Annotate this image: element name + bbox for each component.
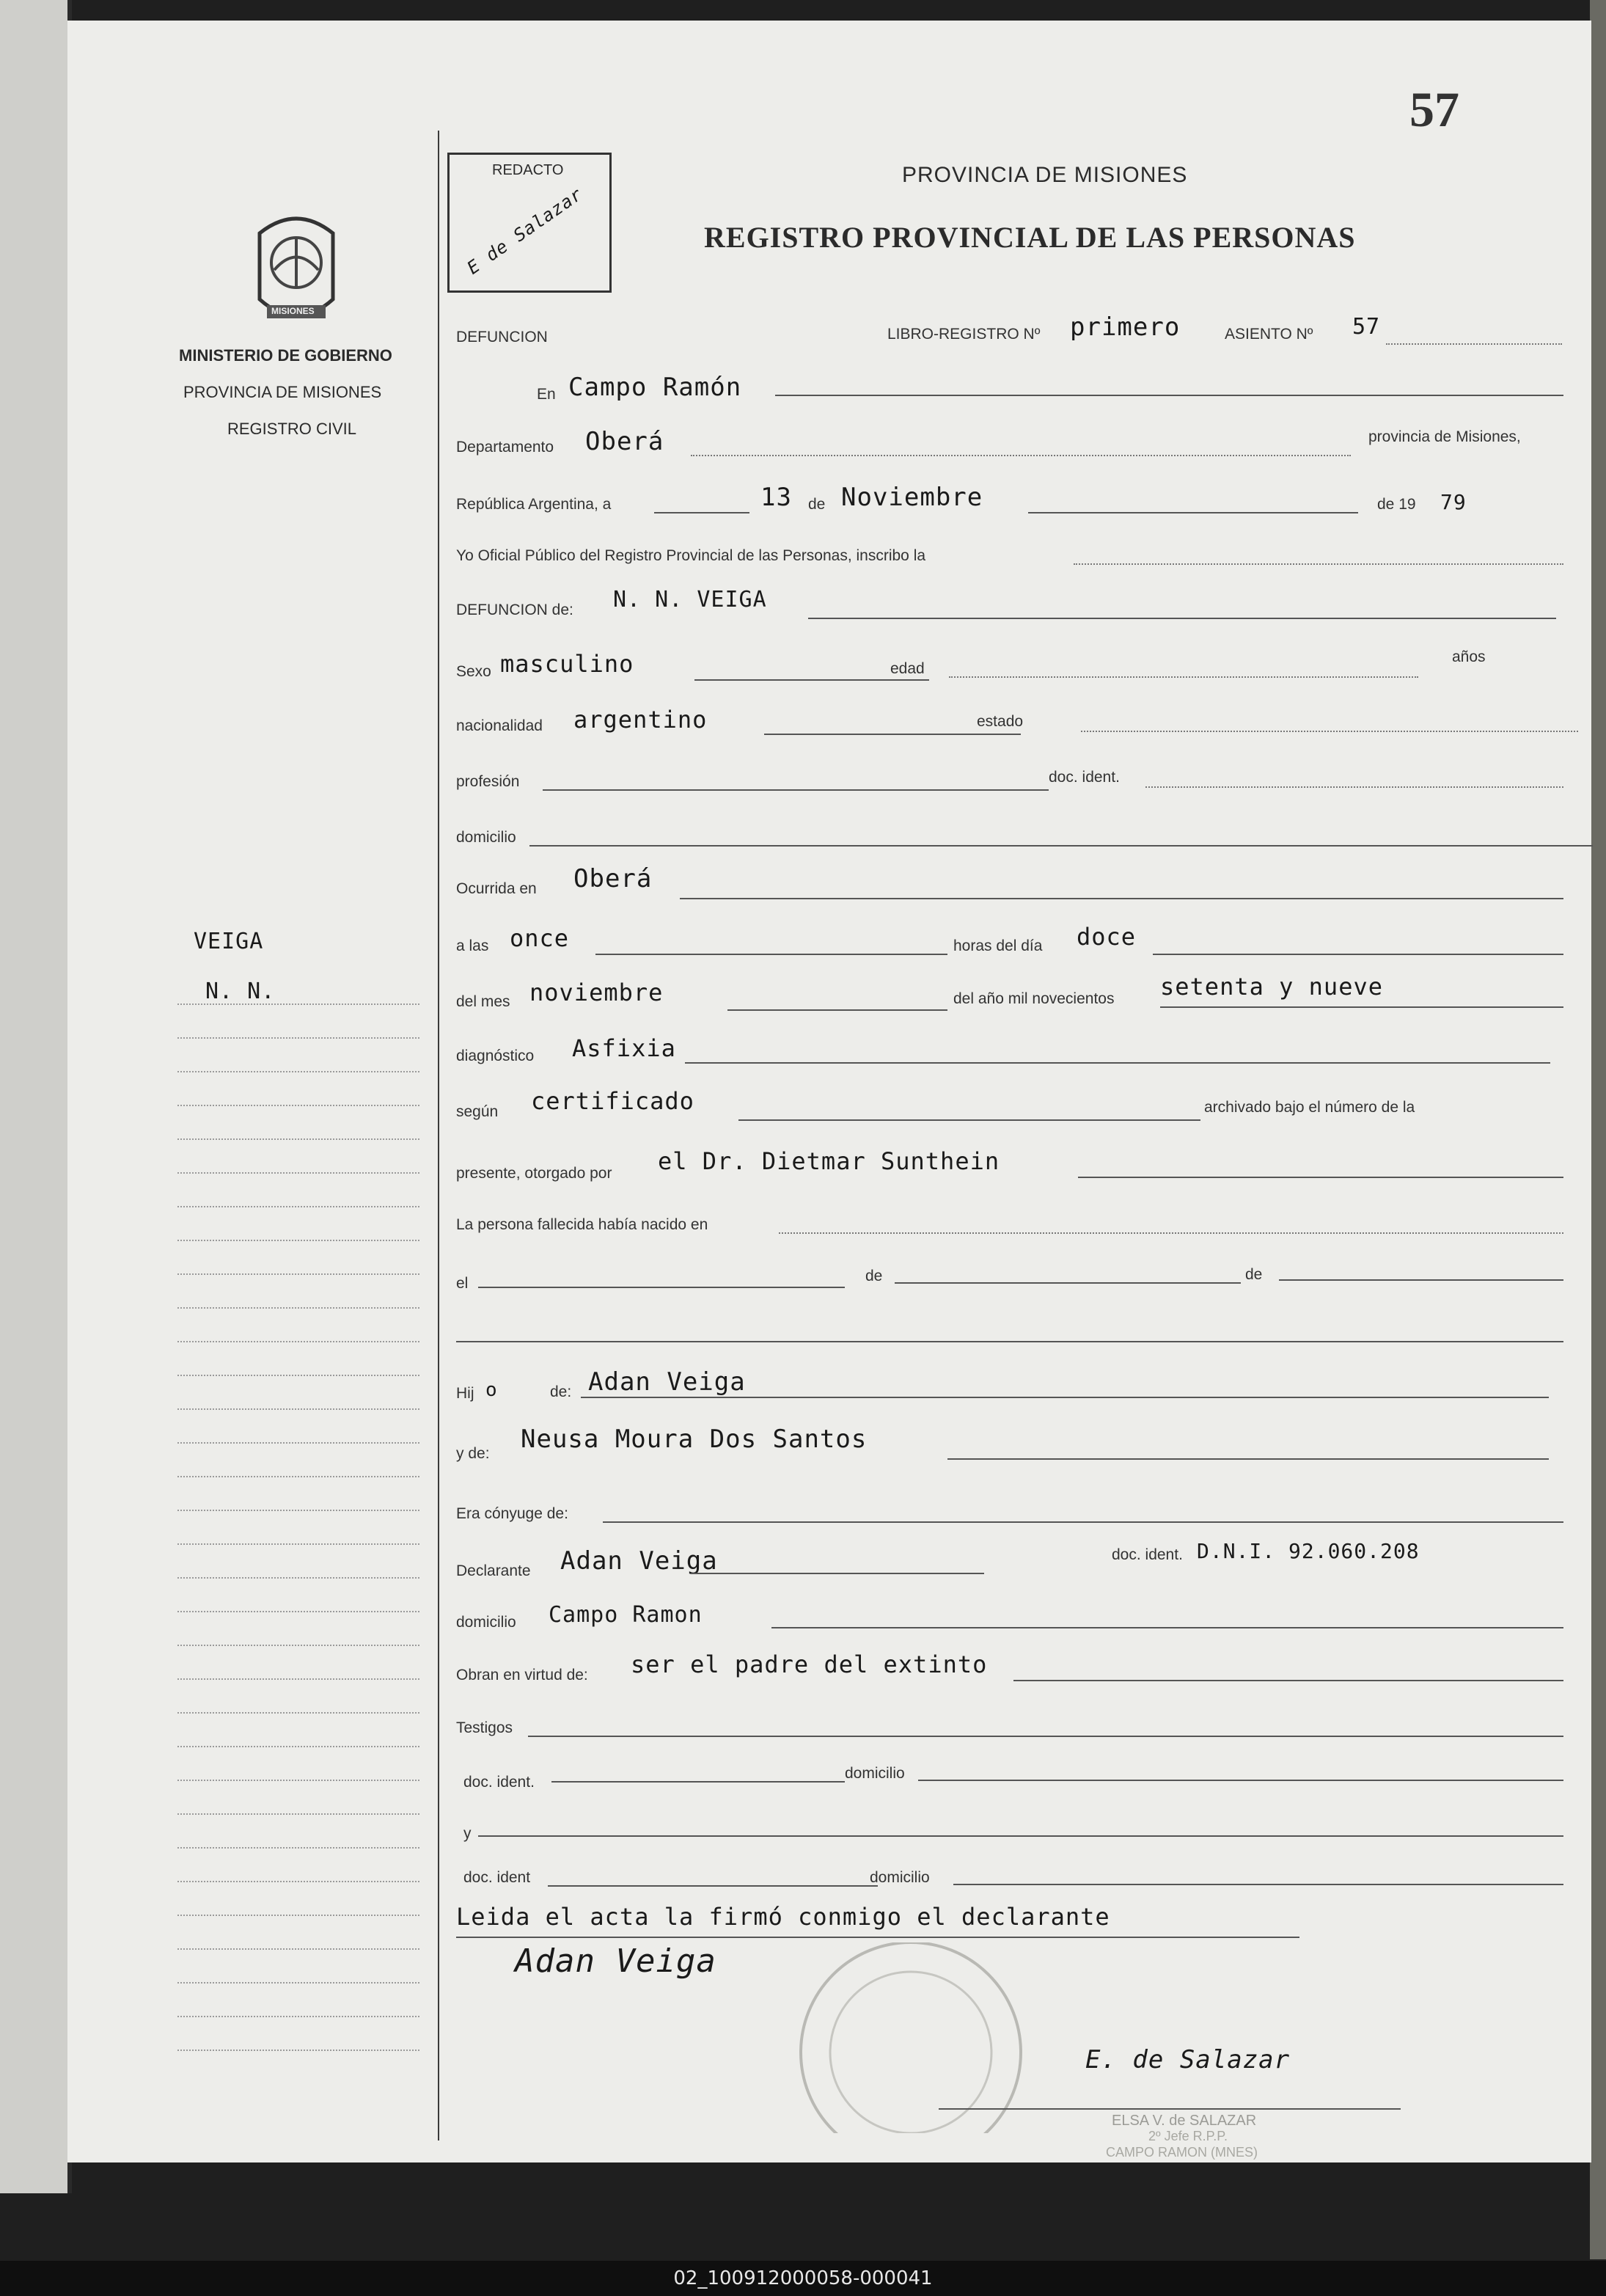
domicilio4-line	[953, 1884, 1563, 1885]
nacido-line	[779, 1232, 1563, 1234]
nacido-label: La persona fallecida había nacido en	[456, 1216, 708, 1233]
ledger-line	[177, 1138, 419, 1140]
hijo-suffix: o	[485, 1379, 498, 1401]
doc-ident2-label: doc. ident.	[1112, 1546, 1183, 1563]
official-signature: E. de Salazar	[1085, 2045, 1291, 2074]
provincia-label: provincia de Misiones,	[1368, 428, 1521, 445]
ledger-line	[177, 1780, 419, 1781]
ledger-line	[177, 1948, 419, 1950]
doc-ident3-label: doc. ident.	[463, 1774, 535, 1791]
republica-label: República Argentina, a	[456, 496, 612, 513]
bottom-stamp-role: 2º Jefe R.P.P.	[1148, 2129, 1228, 2143]
obran-label: Obran en virtud de:	[456, 1667, 588, 1683]
departamento-line	[691, 455, 1351, 456]
edad-label: edad	[890, 660, 925, 677]
libro-value: primero	[1070, 312, 1181, 342]
segun-value: certificado	[531, 1087, 694, 1115]
ledger-line	[177, 1273, 419, 1275]
year-value: 79	[1440, 490, 1467, 514]
doc-ident3-line	[551, 1781, 845, 1783]
mes-value: noviembre	[529, 979, 664, 1006]
ledger-line	[177, 1003, 419, 1005]
segun-label: según	[456, 1103, 499, 1120]
ministry-civil: REGISTRO CIVIL	[227, 420, 357, 438]
estado-line	[1081, 731, 1578, 732]
ledger-line	[177, 1847, 419, 1849]
bottom-stamp-name: ELSA V. de SALAZAR	[1112, 2113, 1257, 2129]
padre-line	[581, 1397, 1549, 1398]
image-caption: 02_100912000058-000041	[0, 2261, 1606, 2296]
ledger-line	[177, 1577, 419, 1579]
declarant-signature: Adan Veiga	[515, 1942, 716, 1980]
hora-value: once	[510, 924, 570, 952]
ledger-line	[177, 1746, 419, 1747]
estado-label: estado	[977, 713, 1024, 730]
dni-value: D.N.I. 92.060.208	[1197, 1539, 1420, 1563]
mes-line	[727, 1009, 947, 1011]
el-label: el	[456, 1275, 469, 1292]
nacionalidad-value: argentino	[573, 706, 708, 734]
redacto-label: REDACTO	[492, 162, 564, 178]
ano-value: setenta y nueve	[1160, 973, 1383, 1001]
domicilio-line	[529, 845, 1593, 847]
el-line-3	[1279, 1279, 1563, 1281]
declarante-line	[691, 1573, 984, 1574]
diagnostico-line	[685, 1062, 1550, 1064]
madre-value: Neusa Moura Dos Santos	[521, 1425, 868, 1454]
diagnostico-label: diagnóstico	[456, 1048, 535, 1064]
act-type-label: DEFUNCION	[456, 329, 548, 346]
sexo-value: masculino	[500, 650, 634, 678]
ano-label: del año mil novecientos	[953, 990, 1115, 1007]
page-number: 57	[1409, 81, 1459, 137]
deceased-value: N. N. VEIGA	[613, 587, 767, 613]
ledger-line	[177, 1813, 419, 1815]
dia-value: doce	[1077, 923, 1137, 951]
ministry-province: PROVINCIA DE MISIONES	[183, 383, 382, 401]
emblem-label: MISIONES	[271, 306, 315, 316]
day-line	[654, 512, 749, 513]
year-label: de 19	[1377, 496, 1416, 513]
provincial-emblem-icon	[245, 204, 348, 336]
ledger-line	[177, 1881, 419, 1882]
ledger-line	[177, 1678, 419, 1680]
register-page	[67, 21, 1591, 2162]
hijo-label: Hij	[456, 1385, 474, 1402]
blank-line	[456, 1341, 1563, 1342]
ledger-line	[177, 1915, 419, 1916]
doc-ident-line	[1145, 786, 1563, 788]
y-line	[478, 1835, 1563, 1837]
sexo-line	[694, 679, 929, 681]
profesion-line	[543, 789, 1049, 791]
month-value: Noviembre	[841, 483, 983, 512]
segun-line	[738, 1119, 1200, 1121]
domicilio2-value: Campo Ramon	[549, 1602, 703, 1628]
official-seal-icon	[786, 1942, 1035, 2133]
deceased-line	[808, 618, 1556, 619]
month-line	[1028, 512, 1358, 513]
y-label: y	[463, 1825, 472, 1842]
ledger-line	[177, 1341, 419, 1342]
place-label: En	[537, 386, 556, 403]
ocurrida-value: Oberá	[573, 864, 653, 893]
ledger-line	[177, 2016, 419, 2017]
testigos-label: Testigos	[456, 1719, 513, 1736]
edad-line	[949, 676, 1418, 678]
mes-label: del mes	[456, 993, 510, 1010]
ledger-line	[177, 1037, 419, 1039]
el-de2-label: de	[1245, 1266, 1263, 1283]
header-registry: REGISTRO PROVINCIAL DE LAS PERSONAS	[704, 221, 1356, 254]
ledger-line	[177, 1375, 419, 1376]
ledger-line	[177, 1543, 419, 1545]
ministry-title: MINISTERIO DE GOBIERNO	[179, 346, 392, 365]
domicilio-label: domicilio	[456, 829, 516, 846]
ledger-line	[177, 1408, 419, 1410]
domicilio2-label: domicilio	[456, 1614, 516, 1631]
stamp-signature: E de Salazar	[463, 183, 587, 279]
profesion-label: profesión	[456, 773, 520, 790]
ledger-line	[177, 1611, 419, 1612]
bottom-stamp-place: CAMPO RAMON (MNES)	[1106, 2145, 1258, 2160]
el-line-1	[478, 1287, 845, 1288]
hora-line	[595, 954, 947, 955]
hora-label: a las	[456, 937, 489, 954]
padre-value: Adan Veiga	[588, 1367, 746, 1397]
deceased-label: DEFUNCION de:	[456, 602, 573, 618]
ledger-line	[177, 1982, 419, 1984]
book-edge	[1590, 0, 1606, 2259]
redacto-stamp	[447, 153, 612, 293]
place-value: Campo Ramón	[568, 373, 742, 402]
conyuge-line	[603, 1521, 1563, 1523]
dia-label: horas del día	[953, 937, 1043, 954]
obran-value: ser el padre del extinto	[631, 1650, 988, 1678]
declarante-label: Declarante	[456, 1562, 531, 1579]
anos-label: años	[1452, 648, 1486, 665]
nacionalidad-line	[764, 734, 1021, 735]
doc-ident-label: doc. ident.	[1049, 769, 1120, 786]
ledger-line	[177, 1105, 419, 1106]
dia-line	[1153, 954, 1563, 955]
diagnostico-value: Asfixia	[572, 1034, 676, 1062]
sexo-label: Sexo	[456, 663, 491, 680]
madre-label: y de:	[456, 1445, 490, 1462]
ledger-line	[177, 1240, 419, 1241]
book-gutter	[0, 0, 72, 2193]
conyuge-label: Era cónyuge de:	[456, 1505, 568, 1522]
asiento-line	[1386, 343, 1562, 345]
margin-note-given: N. N.	[205, 979, 276, 1004]
doc-ident4-label: doc. ident	[463, 1869, 531, 1886]
ledger-line	[177, 1645, 419, 1646]
ledger-line	[177, 1712, 419, 1714]
official-signature-line	[939, 2108, 1401, 2110]
ledger-line	[177, 1510, 419, 1511]
testigos-line	[528, 1736, 1563, 1737]
obran-line	[1013, 1680, 1563, 1681]
el-line-2	[895, 1282, 1241, 1284]
libro-label: LIBRO-REGISTRO Nº	[887, 326, 1041, 343]
ledger-line	[177, 1071, 419, 1072]
ocurrida-line	[680, 898, 1563, 899]
ledger-line	[177, 1442, 419, 1444]
asiento-label: ASIENTO Nº	[1225, 326, 1313, 343]
otorgado-value: el Dr. Dietmar Sunthein	[658, 1147, 1000, 1175]
domicilio2-line	[771, 1627, 1563, 1628]
departamento-value: Oberá	[585, 427, 664, 456]
domicilio3-line	[918, 1780, 1563, 1781]
domicilio4-label: domicilio	[870, 1869, 930, 1886]
nacionalidad-label: nacionalidad	[456, 717, 543, 734]
otorgado-line	[1078, 1177, 1563, 1178]
place-line	[775, 395, 1563, 396]
departamento-label: Departamento	[456, 439, 554, 456]
ledger-line	[177, 2050, 419, 2051]
day-of-label: de	[808, 496, 826, 513]
oficial-line	[1074, 563, 1563, 565]
day-value: 13	[760, 483, 792, 512]
el-de-label: de	[865, 1268, 883, 1284]
ledger-line	[177, 1172, 419, 1174]
asiento-value: 57	[1352, 314, 1381, 340]
ledger-line	[177, 1476, 419, 1477]
archivado-label: archivado bajo el número de la	[1204, 1099, 1415, 1116]
header-province: PROVINCIA DE MISIONES	[902, 163, 1188, 187]
ano-line	[1160, 1006, 1563, 1008]
presente-label: presente, otorgado por	[456, 1165, 612, 1182]
madre-line	[947, 1458, 1549, 1460]
margin-rule	[438, 131, 439, 2140]
ledger-line	[177, 1206, 419, 1207]
oficial-label: Yo Oficial Público del Registro Provincial de las Personas, inscribo la	[456, 547, 926, 564]
leida-line	[456, 1937, 1299, 1938]
declarante-value: Adan Veiga	[560, 1546, 718, 1576]
domicilio3-label: domicilio	[845, 1765, 905, 1782]
ocurrida-label: Ocurrida en	[456, 880, 537, 897]
margin-note-surname: VEIGA	[194, 929, 264, 954]
ledger-line	[177, 1307, 419, 1309]
padre-label: de:	[550, 1383, 572, 1400]
doc-ident4-line	[548, 1885, 878, 1887]
leida-statement: Leida el acta la firmó conmigo el declarante	[456, 1903, 1110, 1931]
